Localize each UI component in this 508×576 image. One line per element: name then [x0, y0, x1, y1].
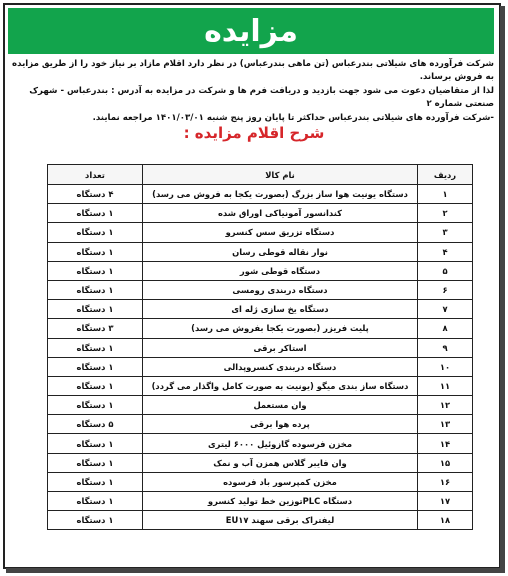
- row-number: ۹: [418, 338, 473, 357]
- item-quantity: ۱ دستگاه: [48, 242, 143, 261]
- intro-line: شرکت فرآورده های شیلاتی بندرعباس (تن ماهی بندرعباس) در نظر دارد اقلام مازاد بر نیاز خود را از طریق مزایده به فروش برساند.: [12, 59, 494, 83]
- item-quantity: ۴ دستگاه: [48, 185, 143, 204]
- table-row: [48, 376, 473, 395]
- item-name: دستگاه PLCتوزین خط تولید کنسرو: [143, 492, 418, 511]
- header-row-number: ردیف: [418, 165, 473, 185]
- item-name: دستگاه قوطی شور: [143, 261, 418, 280]
- table-row: [48, 492, 473, 511]
- table-row: [48, 396, 473, 415]
- item-name: دستگاه دربندی رومسی: [143, 280, 418, 299]
- item-quantity: ۱ دستگاه: [48, 300, 143, 319]
- item-quantity: ۵ دستگاه: [48, 415, 143, 434]
- item-name: وان مستعمل: [143, 396, 418, 415]
- item-quantity: ۱ دستگاه: [48, 338, 143, 357]
- item-quantity: ۱ دستگاه: [48, 472, 143, 491]
- table-row: [48, 415, 473, 434]
- title-banner: [8, 8, 494, 54]
- intro-line: لذا از متقاضیان دعوت می شود جهت بازدید و دریافت فرم ها و شرکت در مزایده به آدرس : بندرعباس - شهرک صنعتی شماره ۲: [29, 85, 494, 110]
- row-number: ۱۳: [418, 415, 473, 434]
- item-quantity: ۱ دستگاه: [48, 357, 143, 376]
- item-name: دستگاه یخ سازی ژله ای: [143, 300, 418, 319]
- item-name: پرده هوا برقی: [143, 415, 418, 434]
- item-name: دستگاه ساز بندی میگو (یونیت به صورت کامل واگذار می گردد): [143, 376, 418, 395]
- item-name: نوار نقاله قوطی رسان: [143, 242, 418, 261]
- table-row: [48, 185, 473, 204]
- table-row: [48, 319, 473, 338]
- row-number: ۴: [418, 242, 473, 261]
- row-number: ۵: [418, 261, 473, 280]
- item-name: دستگاه یونیت هوا ساز بزرگ (بصورت یکجا به فروش می رسد): [143, 185, 418, 204]
- row-number: ۱۷: [418, 492, 473, 511]
- item-name: وان فایبر گلاس همزن آب و نمک: [143, 453, 418, 472]
- item-quantity: ۱ دستگاه: [48, 261, 143, 280]
- row-number: ۳: [418, 223, 473, 242]
- row-number: ۱۵: [418, 453, 473, 472]
- item-quantity: ۱ دستگاه: [48, 492, 143, 511]
- table-header-row: [48, 165, 473, 185]
- intro-line: -شرکت فرآورده های شیلاتی بندرعباس حداکثر تا پایان روز پنج شنبه ۱۴۰۱/۰۳/۰۱ مراجعه نمایند.: [92, 112, 494, 123]
- table-row: [48, 511, 473, 530]
- row-number: ۷: [418, 300, 473, 319]
- row-number: ۸: [418, 319, 473, 338]
- section-title: شرح اقلام مزایده :: [183, 124, 325, 142]
- item-quantity: ۱ دستگاه: [48, 434, 143, 453]
- item-quantity: ۱ دستگاه: [48, 204, 143, 223]
- row-number: ۱: [418, 185, 473, 204]
- row-number: ۱۱: [418, 376, 473, 395]
- table-row: [48, 434, 473, 453]
- table-row: [48, 223, 473, 242]
- row-number: ۱۶: [418, 472, 473, 491]
- item-quantity: ۱ دستگاه: [48, 511, 143, 530]
- item-quantity: ۱ دستگاه: [48, 280, 143, 299]
- item-name: استاکر برقی: [143, 338, 418, 357]
- item-quantity: ۳ دستگاه: [48, 319, 143, 338]
- table-row: [48, 204, 473, 223]
- row-number: ۲: [418, 204, 473, 223]
- item-name: کندانسور آمونیاکی اوراق شده: [143, 204, 418, 223]
- item-name: دستگاه دربندی کنسروپدالی: [143, 357, 418, 376]
- item-quantity: ۱ دستگاه: [48, 396, 143, 415]
- item-quantity: ۱ دستگاه: [48, 223, 143, 242]
- item-quantity: ۱ دستگاه: [48, 453, 143, 472]
- row-number: ۱۴: [418, 434, 473, 453]
- page-title: مزایده: [204, 13, 298, 49]
- row-number: ۶: [418, 280, 473, 299]
- table-row: [48, 261, 473, 280]
- header-quantity: تعداد: [48, 165, 143, 185]
- header-item-name: نام کالا: [143, 165, 418, 185]
- row-number: ۱۸: [418, 511, 473, 530]
- item-name: دستگاه تزریق سس کنسرو: [143, 223, 418, 242]
- item-quantity: ۱ دستگاه: [48, 376, 143, 395]
- item-name: لیفتراک برقی سهند EU۱۷: [143, 511, 418, 530]
- row-number: ۱۲: [418, 396, 473, 415]
- row-number: ۱۰: [418, 357, 473, 376]
- item-name: مخزن کمپرسور باد فرسوده: [143, 472, 418, 491]
- table-row: [48, 357, 473, 376]
- items-table: [47, 164, 473, 530]
- item-name: مخزن فرسوده گازوئیل ۶۰۰۰ لیتری: [143, 434, 418, 453]
- table-row: [48, 280, 473, 299]
- table-row: [48, 453, 473, 472]
- table-row: [48, 472, 473, 491]
- item-name: پلیت فریزر (بصورت یکجا بفروش می رسد): [143, 319, 418, 338]
- table-row: [48, 338, 473, 357]
- table-row: [48, 242, 473, 261]
- table-row: [48, 300, 473, 319]
- intro-text: [10, 58, 494, 125]
